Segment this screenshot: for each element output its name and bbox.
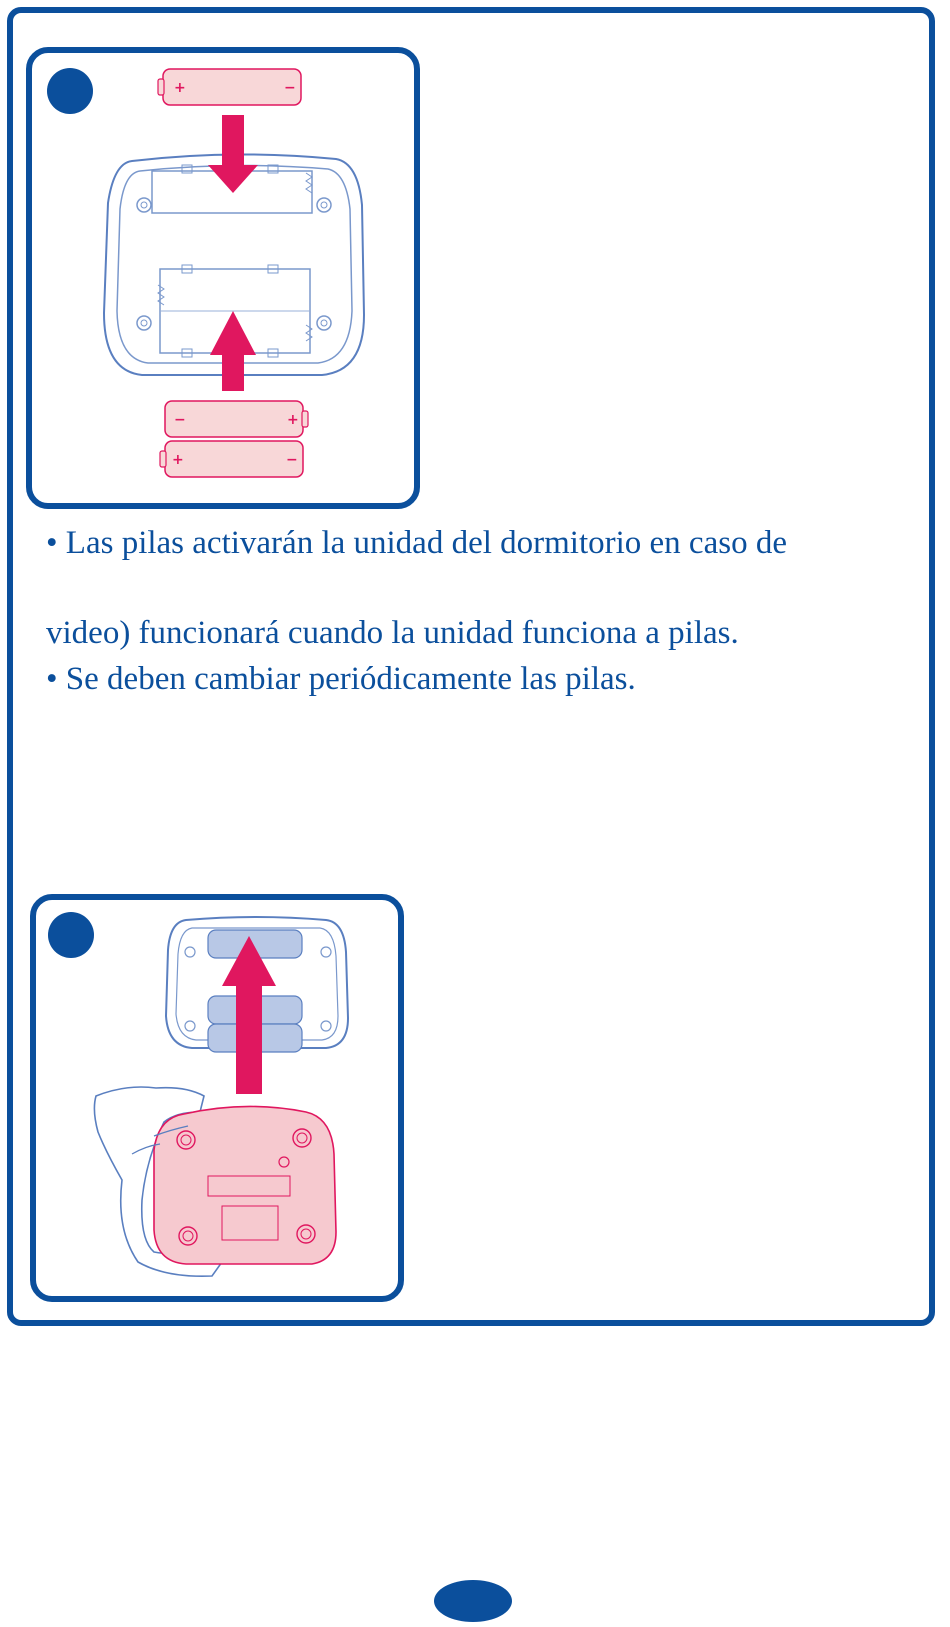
battery-top-minus: −	[284, 80, 296, 96]
instructions-text	[46, 520, 926, 702]
battery-compartment-illustration	[32, 53, 414, 503]
battery-bottom-minus: −	[286, 452, 298, 468]
instruction-line-3: • Se deben cambiar periódicamente las pilas.	[46, 661, 636, 697]
cover-replacement-illustration	[36, 900, 398, 1296]
battery-middle-plus: +	[287, 412, 299, 428]
figure-insert-batteries	[26, 47, 420, 509]
battery-middle-minus: −	[174, 412, 186, 428]
battery-bottom-plus: +	[172, 452, 184, 468]
instruction-line-2: video) funcionará cuando la unidad funciona a pilas.	[46, 615, 739, 651]
instruction-line-1: • Las pilas activarán la unidad del dormitorio en caso de	[46, 525, 787, 561]
battery-top-plus: +	[174, 80, 186, 96]
page-number-oval	[434, 1580, 512, 1622]
figure-replace-cover	[30, 894, 404, 1302]
